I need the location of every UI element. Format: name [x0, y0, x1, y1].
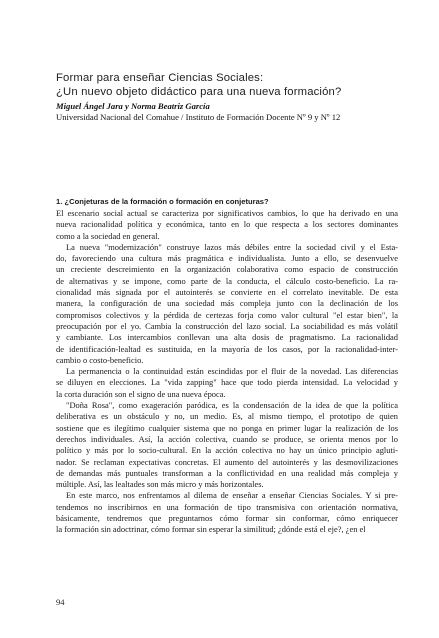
text-line: político y más por lo socio-cultural. En la acción colectiva no hay un único principio agluti-: [56, 445, 398, 456]
text-line: do, favoreciendo una cultura más pragmática e individualista. Junto a ello, se desenvuelve: [56, 253, 398, 264]
article-authors: Miguel Ángel Jara y Norma Beatriz García: [56, 101, 210, 111]
article-title-line-1: Formar para enseñar Ciencias Sociales:: [56, 72, 264, 84]
text-line: cambio o costo-beneficio.: [56, 354, 144, 365]
text-line: cionalidad más signada por el autointerés se convierte en el correlato inevitable. De esta: [56, 287, 398, 298]
text-line: un creciente descreimiento en la organización colaborativa como espacio de construcción: [56, 264, 398, 275]
text-line: deliberativa es un obstáculo y no, un medio. Es, al mismo tiempo, el prototipo de quien: [56, 411, 398, 422]
paragraph: [56, 208, 398, 242]
text-line: compromisos colectivos y la pérdida de certezas forja como valor cultural "el estar bien", la: [56, 309, 398, 320]
article-header: [56, 71, 396, 123]
text-line: la formación sin adoctrinar, cómo formar sin esperar la similitud; ¿dónde está el eje?, ¿en el: [56, 524, 366, 535]
paragraph: [56, 366, 398, 400]
text-line: La nueva "modernización" construye lazos más débiles entre la sociedad civil y el Esta-: [66, 241, 398, 252]
text-line: de identificación-lealtad es sustituida, en la mayoría de los casos, por la racionalidad-inter-: [56, 343, 398, 354]
text-line: como a la sociedad en general.: [56, 230, 160, 241]
text-line: En este marco, nos enfrentamos al dilema de enseñar a enseñar Ciencias Sociales. Y si pre-: [66, 490, 398, 501]
paragraph: [56, 490, 398, 535]
text-line: se diluyen en elecciones. La "vida zapping" hace que todo pierda intensidad. La velocidad y: [56, 377, 398, 388]
article-title-line-2: ¿Un nuevo objeto didáctico para una nueva formación?: [56, 86, 342, 98]
article-body: [56, 196, 398, 536]
section-paragraphs: [56, 208, 398, 536]
paragraph: [56, 400, 398, 490]
page-number: 94: [56, 597, 65, 607]
text-line: "Doña Rosa", como exageración paródica, es la condensación de la idea de que la política: [66, 400, 398, 411]
text-line: básicamente, tendremos que preguntarnos cómo formar sin conformar, cómo enriquecer: [56, 513, 398, 524]
text-line: El escenario social actual se caracteriza por significativos cambios, lo que ha derivado en una: [56, 208, 398, 218]
paragraph: [56, 242, 398, 366]
text-line: La permanencia o la continuidad están escindidas por el fluir de la novedad. Las diferencias: [66, 366, 398, 377]
text-line: y cambiante. Los intercambios conllevan una alta dosis de pragmatismo. La racionalidad: [56, 332, 398, 343]
text-line: nueva racionalidad política y económica, tanto en lo que respecta a los sectores dominantes: [56, 219, 398, 230]
text-line: múltiple. Así, las lealtades son más micro y más horizontales.: [56, 479, 264, 490]
section-heading: 1. ¿Conjeturas de la formación o formación en conjeturas?: [56, 197, 269, 206]
text-line: tendemos no inscribirnos en una formación de tipo transmisiva con orientación normativa,: [56, 501, 398, 512]
text-line: de alternativas y se impone, como parte de la conducta, el cálculo costo-beneficio. La ra-: [56, 275, 398, 286]
text-line: manera, la configuración de una sociedad más compleja junto con la declinación de los: [56, 298, 398, 309]
text-line: nador. Se reclaman expectativas concretas. El aumento del autointerés y las desmovilizaciones: [56, 456, 398, 467]
article-affiliation: Universidad Nacional del Comahue / Instituto de Formación Docente Nº 9 y Nº 12: [56, 112, 341, 122]
text-line: preocupación por el yo. Cambia la construcción del lazo social. La sociabilidad es más volátil: [56, 320, 398, 331]
text-line: sostiene que es ilegítimo cualquier sistema que no ponga en primer lugar la realización de los: [56, 422, 398, 433]
text-line: derechos individuales. Así, la acción colectiva, cuando se produce, se orienta menos por lo: [56, 433, 398, 444]
text-line: de demandas más puntuales transforman a la conflictividad en una realidad más compleja y: [56, 467, 398, 478]
text-line: la corta duración son el signo de una nueva época.: [56, 388, 226, 399]
